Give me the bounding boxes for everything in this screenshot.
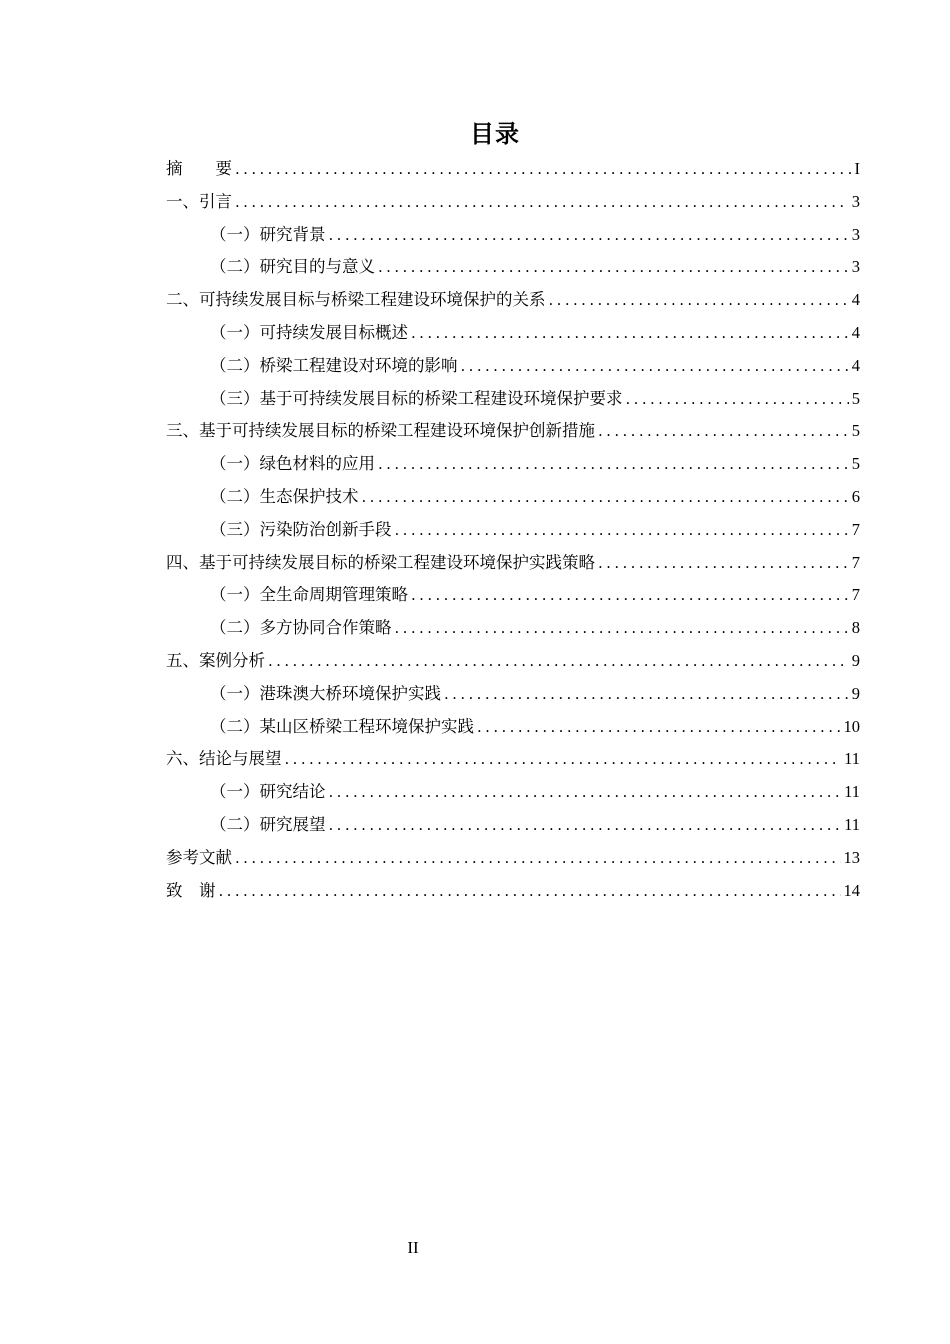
toc-dot-leader	[378, 448, 849, 481]
toc-dot-leader	[395, 514, 849, 547]
toc-entry-label: （二）桥梁工程建设对环境的影响	[210, 355, 458, 375]
toc-entry-label: 三、基于可持续发展目标的桥梁工程建设环境保护创新措施	[166, 421, 595, 441]
toc-entry-page: 7	[851, 552, 860, 572]
toc-entry[interactable]	[166, 875, 860, 908]
toc-entry[interactable]	[166, 350, 860, 383]
toc-entry-label: 四、基于可持续发展目标的桥梁工程建设环境保护实践策略	[166, 552, 595, 572]
toc-entry[interactable]	[166, 219, 860, 252]
toc-entry[interactable]	[166, 645, 860, 678]
toc-entry[interactable]	[166, 284, 860, 317]
toc-entry-label: （三）基于可持续发展目标的桥梁工程建设环境保护要求	[210, 388, 623, 408]
toc-entry-page: 7	[851, 519, 860, 539]
toc-entry-label: 致 谢	[166, 880, 216, 900]
toc-entry-page: 4	[851, 355, 860, 375]
toc-entry-label: （一）港珠澳大桥环境保护实践	[210, 683, 441, 703]
toc-entry-page: 11	[844, 749, 860, 769]
toc-entry-page: 11	[844, 814, 860, 834]
toc-entry[interactable]	[166, 415, 860, 448]
toc-entry-page: 5	[851, 388, 860, 408]
toc-dot-leader	[411, 579, 849, 612]
toc-entry-label: （一）研究结论	[210, 782, 326, 802]
toc-entry-label: （三）污染防治创新手段	[210, 519, 392, 539]
toc-entry-page: 11	[844, 782, 860, 802]
toc-entry-page: 3	[851, 224, 860, 244]
toc-entry[interactable]	[166, 842, 860, 875]
toc-dot-leader	[395, 612, 849, 645]
toc-entry[interactable]	[166, 711, 860, 744]
toc-entry-label: 六、结论与展望	[166, 749, 282, 769]
toc-dot-leader	[477, 711, 841, 744]
toc-entry-label: 参考文献	[166, 847, 232, 867]
toc-entry-label: （二）研究展望	[210, 814, 326, 834]
toc-entry-label: （一）绿色材料的应用	[210, 454, 375, 474]
toc-entry[interactable]	[166, 448, 860, 481]
toc-entry-label: （二）生态保护技术	[210, 486, 359, 506]
toc-entry-page: 3	[851, 191, 860, 211]
toc-entry[interactable]	[166, 809, 860, 842]
toc-entry[interactable]	[166, 481, 860, 514]
toc-entry-label: 二、可持续发展目标与桥梁工程建设环境保护的关系	[166, 290, 546, 310]
toc-dot-leader	[235, 842, 841, 875]
toc-dot-leader	[598, 547, 849, 580]
toc-dot-leader	[444, 678, 849, 711]
toc-entry-label: 五、案例分析	[166, 650, 265, 670]
toc-dot-leader	[362, 481, 849, 514]
toc-list	[166, 153, 860, 907]
toc-dot-leader	[411, 317, 849, 350]
toc-entry-label: （二）多方协同合作策略	[210, 618, 392, 638]
page-number: II	[407, 1238, 419, 1257]
toc-entry-page: 8	[851, 618, 860, 638]
toc-entry-page: 9	[851, 650, 860, 670]
toc-entry[interactable]	[166, 251, 860, 284]
toc-entry-page: 13	[843, 847, 860, 867]
toc-dot-leader	[626, 383, 849, 416]
toc-entry-label: （一）研究背景	[210, 224, 326, 244]
toc-dot-leader	[268, 645, 849, 678]
toc-dot-leader	[235, 153, 852, 186]
toc-entry-page: 4	[851, 322, 860, 342]
toc-entry-label: （二）某山区桥梁工程环境保护实践	[210, 716, 474, 736]
toc-entry-page: 5	[851, 421, 860, 441]
toc-entry-label: 摘 要	[166, 159, 232, 178]
toc-entry[interactable]	[166, 514, 860, 547]
toc-entry-label: （一）可持续发展目标概述	[210, 322, 408, 342]
toc-entry-page: 5	[851, 454, 860, 474]
toc-entry[interactable]	[166, 579, 860, 612]
toc-entry[interactable]	[166, 776, 860, 809]
toc-entry[interactable]	[166, 743, 860, 776]
toc-dot-leader	[549, 284, 849, 317]
toc-dot-leader	[461, 350, 849, 383]
toc-entry-page: 14	[843, 880, 860, 900]
toc-entry-page: 7	[851, 585, 860, 605]
toc-entry-page: 6	[851, 486, 860, 506]
toc-dot-leader	[329, 776, 842, 809]
toc-entry-label: 一、引言	[166, 191, 232, 211]
toc-dot-leader	[378, 251, 849, 284]
toc-dot-leader	[235, 186, 849, 219]
toc-entry[interactable]	[166, 612, 860, 645]
toc-entry[interactable]	[166, 317, 860, 350]
toc-dot-leader	[598, 415, 849, 448]
toc-entry-page: I	[854, 159, 860, 178]
toc-entry-page: 4	[851, 290, 860, 310]
toc-dot-leader	[219, 875, 841, 908]
toc-entry-page: 10	[843, 716, 860, 736]
toc-entry[interactable]	[166, 153, 860, 186]
toc-title: 目录	[470, 120, 520, 148]
toc-dot-leader	[329, 809, 842, 842]
toc-dot-leader	[285, 743, 842, 776]
toc-dot-leader	[329, 219, 849, 252]
toc-entry[interactable]	[166, 547, 860, 580]
toc-entry-label: （二）研究目的与意义	[210, 257, 375, 277]
toc-entry-page: 3	[851, 257, 860, 277]
toc-entry[interactable]	[166, 678, 860, 711]
toc-entry[interactable]	[166, 383, 860, 416]
toc-entry-label: （一）全生命周期管理策略	[210, 585, 408, 605]
toc-entry-page: 9	[851, 683, 860, 703]
toc-entry[interactable]	[166, 186, 860, 219]
